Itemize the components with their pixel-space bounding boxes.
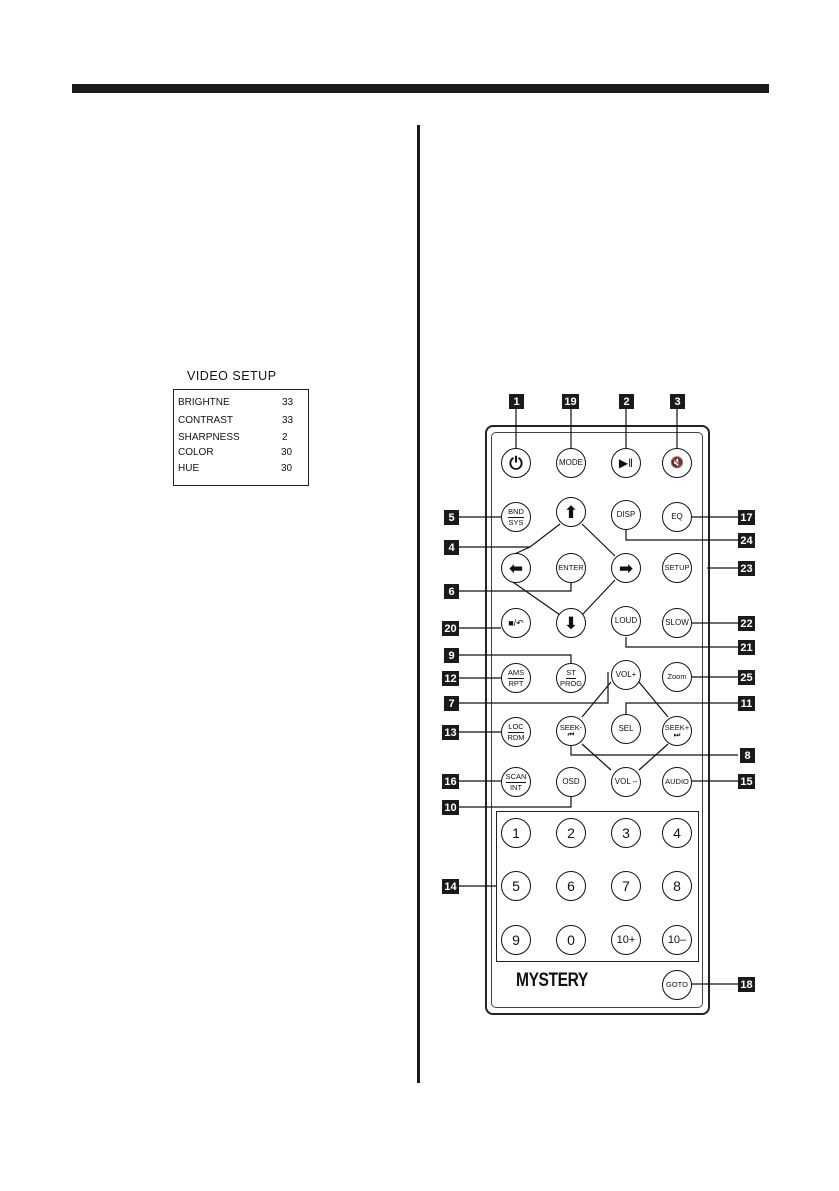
callout-11: 11 bbox=[738, 696, 755, 711]
scan-int-button[interactable] bbox=[501, 767, 531, 797]
callout-9: 9 bbox=[444, 648, 459, 663]
sys-label: SYS bbox=[508, 517, 524, 527]
callout-15: 15 bbox=[738, 774, 755, 789]
prog-label: PROG bbox=[559, 678, 583, 688]
row-label: SHARPNESS bbox=[178, 432, 240, 443]
seek-minus-button[interactable] bbox=[556, 716, 586, 746]
right-arrow-button[interactable]: ➡ bbox=[611, 553, 641, 583]
row-label: COLOR bbox=[178, 447, 214, 458]
disp-button[interactable]: DISP bbox=[611, 500, 641, 530]
zoom-button[interactable]: Zoom bbox=[662, 662, 692, 692]
callout-4: 4 bbox=[444, 540, 459, 555]
callout-2: 2 bbox=[619, 394, 634, 409]
ams-label: AMS bbox=[507, 668, 525, 677]
callout-24: 24 bbox=[738, 533, 755, 548]
mute-button[interactable]: 🔇 bbox=[662, 448, 692, 478]
callout-21: 21 bbox=[738, 640, 755, 655]
digit-8-button[interactable]: 8 bbox=[662, 871, 692, 901]
plus-ten-button[interactable]: 10+ bbox=[611, 925, 641, 955]
callout-3: 3 bbox=[670, 394, 685, 409]
next-track-icon: ⏭ bbox=[673, 730, 681, 739]
sel-button[interactable]: SEL bbox=[611, 714, 641, 744]
digit-2-button[interactable]: 2 bbox=[556, 818, 586, 848]
callout-16: 16 bbox=[442, 774, 459, 789]
mode-button[interactable]: MODE bbox=[556, 448, 586, 478]
callout-17: 17 bbox=[738, 510, 755, 525]
rpt-label: RPT bbox=[508, 678, 524, 688]
vol-down-button[interactable]: VOL – bbox=[611, 767, 641, 797]
row-value: 33 bbox=[282, 397, 294, 408]
seek-plus-button[interactable] bbox=[662, 716, 692, 746]
prev-track-icon: ⏮ bbox=[567, 730, 575, 739]
scan-label: SCAN bbox=[505, 772, 527, 781]
callout-5: 5 bbox=[444, 510, 459, 525]
callout-10: 10 bbox=[442, 800, 459, 815]
left-arrow-button[interactable]: ⬅ bbox=[501, 553, 531, 583]
loc-rdm-button[interactable] bbox=[501, 717, 531, 747]
callout-6: 6 bbox=[444, 584, 459, 599]
callout-7: 7 bbox=[444, 696, 459, 711]
osd-button[interactable]: OSD bbox=[556, 767, 586, 797]
row-value: 2 bbox=[282, 432, 288, 443]
eq-button[interactable]: EQ bbox=[662, 502, 692, 532]
digit-6-button[interactable]: 6 bbox=[556, 871, 586, 901]
row-label: BRIGHTNE bbox=[178, 397, 230, 408]
down-arrow-button[interactable]: ⬇ bbox=[556, 608, 586, 638]
goto-button[interactable]: GOTO bbox=[662, 970, 692, 1000]
callout-23: 23 bbox=[738, 561, 755, 576]
setup-button[interactable]: SETUP bbox=[662, 553, 692, 583]
up-arrow-button[interactable]: ⬆ bbox=[556, 497, 586, 527]
minus-ten-button[interactable]: 10– bbox=[662, 925, 692, 955]
callout-13: 13 bbox=[442, 725, 459, 740]
audio-button[interactable]: AUDIO bbox=[662, 767, 692, 797]
ams-rpt-button[interactable] bbox=[501, 663, 531, 693]
st-label: ST bbox=[566, 668, 576, 677]
callout-19: 19 bbox=[562, 394, 579, 409]
brand-logo: MYSTERY bbox=[516, 970, 588, 991]
video-setup-title: VIDEO SETUP bbox=[187, 369, 277, 383]
st-prog-button[interactable] bbox=[556, 663, 586, 693]
power-button[interactable]: ⏻ bbox=[501, 448, 531, 478]
digit-5-button[interactable]: 5 bbox=[501, 871, 531, 901]
row-label: HUE bbox=[178, 463, 200, 474]
row-value: 33 bbox=[282, 415, 294, 426]
int-label: INT bbox=[509, 782, 523, 792]
digit-4-button[interactable]: 4 bbox=[662, 818, 692, 848]
seek-plus-label: SEEK+ bbox=[664, 722, 690, 732]
loc-label: LOC bbox=[508, 722, 524, 731]
row-value: 30 bbox=[281, 463, 293, 474]
enter-button[interactable]: ENTER bbox=[556, 553, 586, 583]
callout-1: 1 bbox=[509, 394, 524, 409]
callout-22: 22 bbox=[738, 616, 755, 631]
play-pause-button[interactable]: ▶‖ bbox=[611, 448, 641, 478]
row-value: 30 bbox=[281, 447, 293, 458]
bnd-sys-button[interactable] bbox=[501, 502, 531, 532]
callout-20: 20 bbox=[442, 621, 459, 636]
callout-8: 8 bbox=[740, 748, 755, 763]
digit-1-button[interactable]: 1 bbox=[501, 818, 531, 848]
stop-return-button[interactable]: ■/↶ bbox=[501, 608, 531, 638]
callout-14: 14 bbox=[442, 879, 459, 894]
callout-25: 25 bbox=[738, 670, 755, 685]
slow-button[interactable]: SLOW bbox=[662, 608, 692, 638]
callout-12: 12 bbox=[442, 671, 459, 686]
row-label: CONTRAST bbox=[178, 415, 233, 426]
digit-0-button[interactable]: 0 bbox=[556, 925, 586, 955]
digit-9-button[interactable]: 9 bbox=[501, 925, 531, 955]
callout-18: 18 bbox=[738, 977, 755, 992]
bnd-label: BND bbox=[508, 507, 524, 516]
rdm-label: RDM bbox=[507, 732, 525, 742]
seek-minus-label: SEEK- bbox=[559, 722, 583, 732]
vol-up-button[interactable]: VOL+ bbox=[611, 660, 641, 690]
digit-7-button[interactable]: 7 bbox=[611, 871, 641, 901]
digit-3-button[interactable]: 3 bbox=[611, 818, 641, 848]
loud-button[interactable]: LOUD bbox=[611, 606, 641, 636]
